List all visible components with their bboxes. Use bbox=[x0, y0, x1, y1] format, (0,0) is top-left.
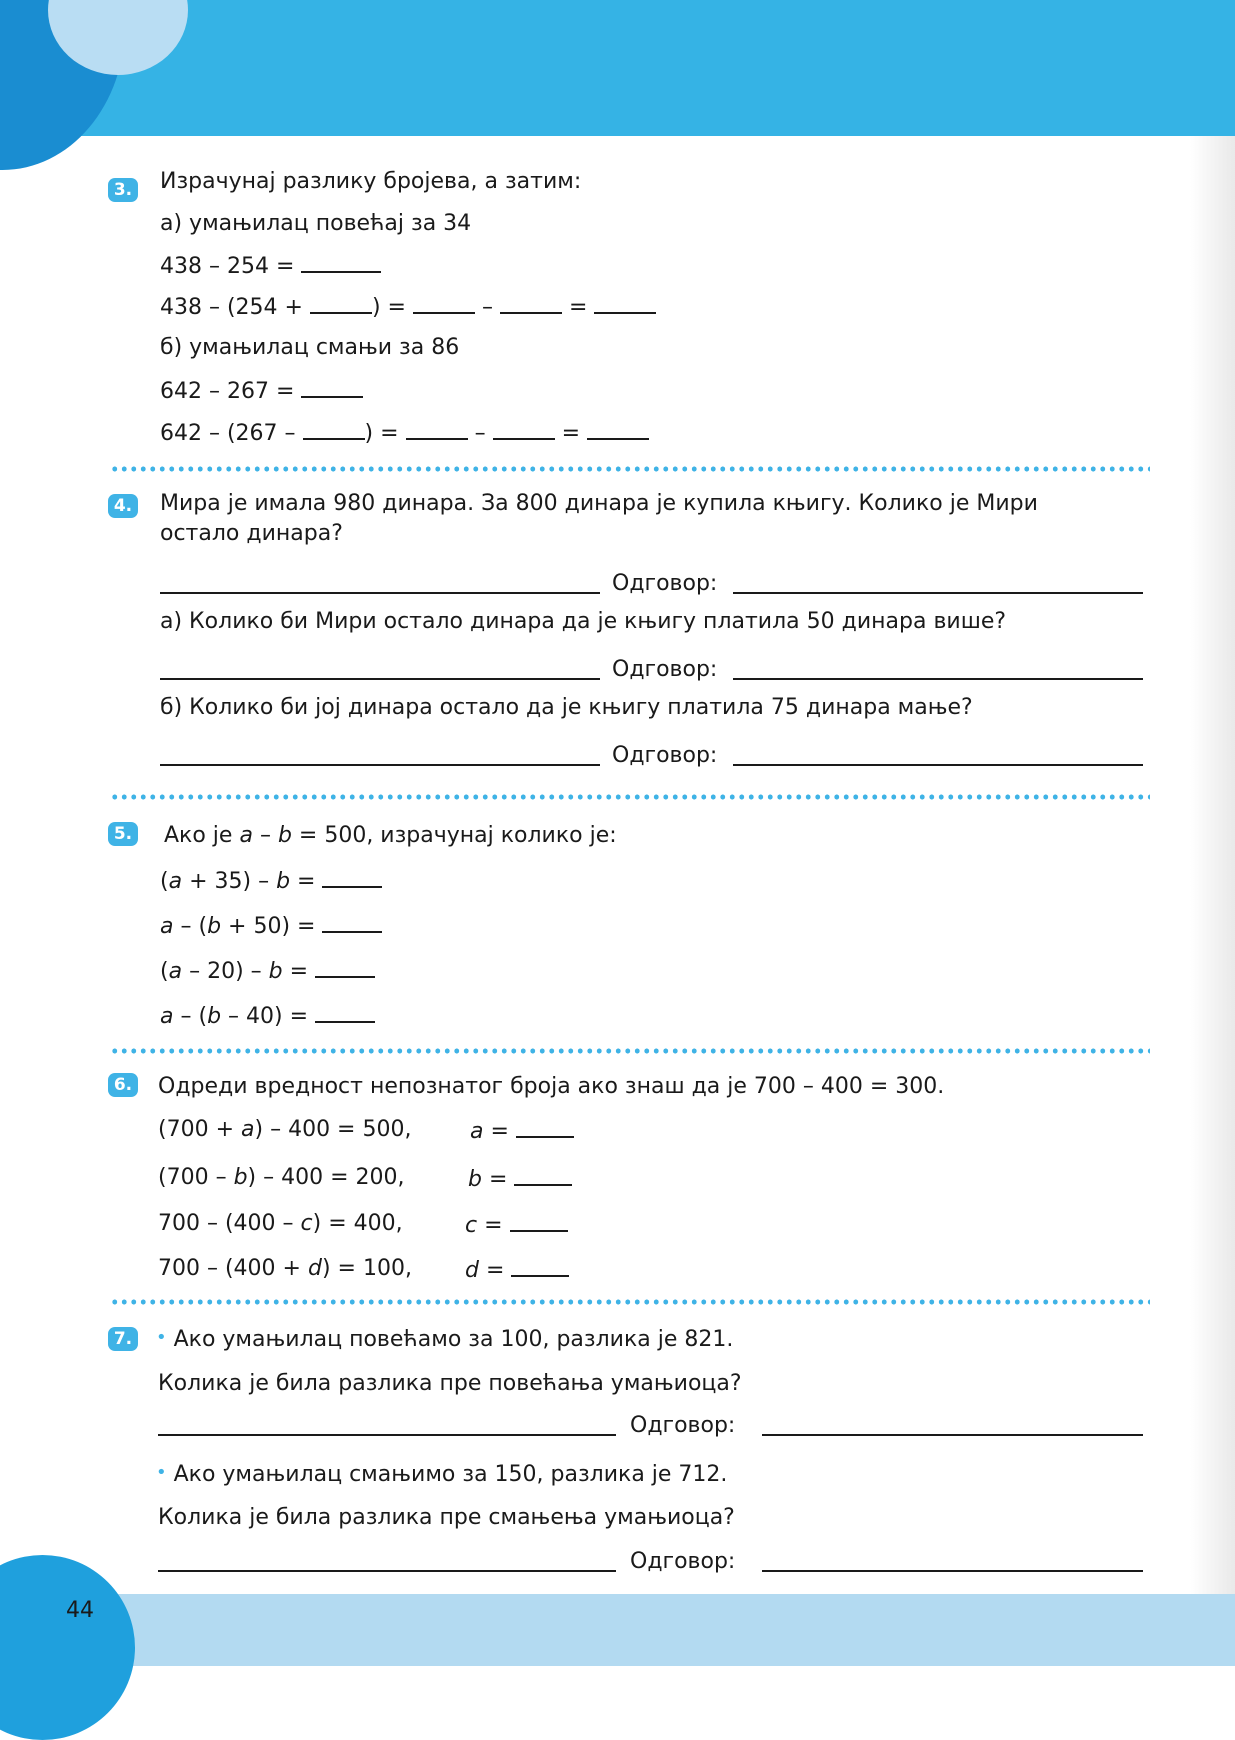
task5-expr1 bbox=[160, 866, 382, 896]
variable-c: c bbox=[465, 1213, 478, 1238]
text: = 500, израчунај колико је: bbox=[298, 823, 617, 848]
task6-eq3 bbox=[158, 1210, 403, 1238]
equals-sign: = bbox=[484, 1213, 503, 1238]
task6-eq4-answer bbox=[465, 1255, 569, 1285]
expression: 700 – (400 + bbox=[158, 1256, 301, 1281]
task6-eq2-answer bbox=[468, 1164, 572, 1194]
task5-expr3 bbox=[160, 956, 375, 986]
task5-expr2 bbox=[160, 911, 382, 941]
variable-b: b bbox=[268, 959, 283, 984]
dotted-separator bbox=[110, 794, 1150, 800]
variable-a: a bbox=[241, 1117, 255, 1142]
task3-b-line1 bbox=[160, 376, 363, 406]
page-number: 44 bbox=[66, 1598, 94, 1623]
equals-sign: = bbox=[289, 959, 309, 984]
task5-intro bbox=[164, 822, 617, 850]
task5-expr4 bbox=[160, 1001, 375, 1031]
task4-text-line2: остало динара? bbox=[160, 521, 343, 546]
answer-line[interactable] bbox=[733, 678, 1143, 680]
task-number-badge: 7. bbox=[108, 1327, 138, 1351]
task6-title: Одреди вредност непознатог броја ако знаш да је 700 – 400 = 300. bbox=[158, 1074, 945, 1099]
answer-line[interactable] bbox=[733, 764, 1143, 766]
task6-eq2 bbox=[158, 1164, 405, 1192]
variable-a: a bbox=[168, 959, 183, 984]
answer-label: Одговор: bbox=[612, 657, 718, 682]
task6-eq4 bbox=[158, 1255, 412, 1283]
expression: ) = bbox=[371, 295, 406, 320]
expression: (700 – bbox=[158, 1165, 227, 1190]
variable-b: b bbox=[207, 914, 222, 939]
expression: 438 – 254 = bbox=[160, 254, 295, 279]
equals-sign: = bbox=[561, 421, 580, 446]
footer-circle bbox=[0, 1555, 135, 1740]
bullet-icon: • bbox=[156, 1327, 167, 1348]
equals-sign: = bbox=[485, 1258, 505, 1283]
equals-sign: = bbox=[488, 1167, 508, 1192]
expression: (700 + bbox=[158, 1117, 235, 1142]
work-line[interactable] bbox=[160, 764, 600, 766]
task7-line2 bbox=[156, 1459, 727, 1489]
task-number-badge: 3. bbox=[108, 178, 138, 202]
text: Ако умањилац смањимо за 150, разлика је 712. bbox=[173, 1462, 728, 1487]
paren: ( bbox=[160, 959, 169, 984]
equals-sign: = bbox=[569, 295, 588, 320]
answer-line[interactable] bbox=[762, 1434, 1143, 1436]
variable-b: b bbox=[276, 869, 291, 894]
task7-line1 bbox=[156, 1324, 733, 1354]
expression: – 20) – bbox=[189, 959, 262, 984]
answer-label: Одговор: bbox=[612, 743, 718, 768]
dotted-separator bbox=[110, 1299, 1150, 1305]
bullet-icon: • bbox=[156, 1462, 167, 1483]
variable-a: a bbox=[160, 914, 174, 939]
answer-blank[interactable] bbox=[510, 1210, 568, 1232]
answer-blank[interactable] bbox=[514, 1164, 572, 1186]
equals-sign: = bbox=[297, 869, 316, 894]
expression: ) – 400 = 200, bbox=[247, 1165, 405, 1190]
expression: – ( bbox=[180, 1004, 208, 1029]
minus-sign: – bbox=[482, 295, 493, 320]
task3-a-line1 bbox=[160, 251, 381, 281]
dotted-separator bbox=[110, 466, 1150, 472]
answer-blank[interactable] bbox=[511, 1255, 569, 1277]
answer-line[interactable] bbox=[762, 1570, 1143, 1572]
variable-b: b bbox=[277, 823, 292, 848]
answer-blank[interactable] bbox=[315, 956, 375, 978]
expression: 642 – 267 = bbox=[160, 379, 295, 404]
answer-blank[interactable] bbox=[315, 1001, 375, 1023]
text: Ако умањилац повећамо за 100, разлика је 821. bbox=[173, 1327, 734, 1352]
answer-label: Одговор: bbox=[630, 1549, 736, 1574]
expression: ) = 400, bbox=[312, 1211, 403, 1236]
variable-b: b bbox=[233, 1165, 248, 1190]
expression: 700 – (400 – bbox=[158, 1211, 294, 1236]
equals-sign: = bbox=[490, 1119, 509, 1144]
text: Ако је bbox=[164, 823, 233, 848]
minus-sign: – bbox=[474, 421, 486, 446]
expression: + 50) = bbox=[228, 914, 316, 939]
work-line[interactable] bbox=[158, 1570, 616, 1572]
task3-b-line2 bbox=[160, 418, 649, 448]
work-line[interactable] bbox=[160, 592, 600, 594]
answer-blank[interactable] bbox=[301, 251, 381, 273]
page-edge-shadow bbox=[1190, 136, 1235, 1594]
variable-b: b bbox=[468, 1167, 482, 1192]
variable-a: a bbox=[470, 1119, 484, 1144]
task6-eq3-answer bbox=[465, 1210, 568, 1240]
task3-part-b: б) умањилац смањи за 86 bbox=[160, 335, 460, 360]
answer-blank[interactable] bbox=[303, 418, 365, 440]
expression: – ( bbox=[180, 914, 208, 939]
answer-blank[interactable] bbox=[322, 911, 382, 933]
answer-blank[interactable] bbox=[493, 418, 555, 440]
task3-a-line2 bbox=[160, 292, 656, 322]
answer-blank[interactable] bbox=[500, 292, 562, 314]
expression: – 40) = bbox=[228, 1004, 309, 1029]
answer-label: Одговор: bbox=[612, 571, 718, 596]
task-number-badge: 4. bbox=[108, 494, 138, 518]
answer-label: Одговор: bbox=[630, 1413, 736, 1438]
task4-part-a: а) Колико би Мири остало динара да је књигу платила 50 динара више? bbox=[160, 609, 1007, 634]
task7-question1: Колика је била разлика пре повећања умањиоца? bbox=[158, 1371, 742, 1396]
task7-question2: Колика је била разлика пре смањења умањиоца? bbox=[158, 1505, 735, 1530]
expression: + 35) – bbox=[189, 869, 270, 894]
task4-part-b: б) Колико би јој динара остало да је књигу платила 75 динара мање? bbox=[160, 695, 973, 720]
task-number-badge: 6. bbox=[108, 1073, 138, 1097]
task3-title: Израчунај разлику бројева, а затим: bbox=[160, 169, 582, 194]
dotted-separator bbox=[110, 1048, 1150, 1054]
answer-blank[interactable] bbox=[594, 292, 656, 314]
answer-blank[interactable] bbox=[413, 292, 475, 314]
answer-blank[interactable] bbox=[587, 418, 649, 440]
answer-blank[interactable] bbox=[406, 418, 468, 440]
expression: ) – 400 = 500, bbox=[254, 1117, 412, 1142]
footer-band bbox=[0, 1594, 1235, 1666]
task4-text-line1: Мира је имала 980 динара. За 800 динара је купила књигу. Колико је Мири bbox=[160, 491, 1038, 516]
answer-blank[interactable] bbox=[516, 1116, 574, 1138]
variable-c: c bbox=[300, 1211, 313, 1236]
answer-line[interactable] bbox=[733, 592, 1143, 594]
variable-d: d bbox=[307, 1256, 322, 1281]
expression: 438 – (254 + bbox=[160, 295, 303, 320]
minus-sign: – bbox=[259, 823, 271, 848]
variable-d: d bbox=[465, 1258, 479, 1283]
work-line[interactable] bbox=[158, 1434, 616, 1436]
task-number-badge: 5. bbox=[108, 822, 138, 846]
variable-a: a bbox=[239, 823, 253, 848]
variable-b: b bbox=[207, 1004, 222, 1029]
task6-eq1-answer bbox=[470, 1116, 574, 1146]
expression: ) = 100, bbox=[321, 1256, 412, 1281]
answer-blank[interactable] bbox=[301, 376, 363, 398]
answer-blank[interactable] bbox=[310, 292, 372, 314]
variable-a: a bbox=[160, 1004, 174, 1029]
variable-a: a bbox=[168, 869, 183, 894]
work-line[interactable] bbox=[160, 678, 600, 680]
task3-part-a: а) умањилац повећај за 34 bbox=[160, 211, 472, 236]
expression: ) = bbox=[364, 421, 399, 446]
expression: 642 – (267 – bbox=[160, 421, 296, 446]
task6-eq1 bbox=[158, 1116, 411, 1144]
paren: ( bbox=[160, 869, 169, 894]
answer-blank[interactable] bbox=[322, 866, 382, 888]
